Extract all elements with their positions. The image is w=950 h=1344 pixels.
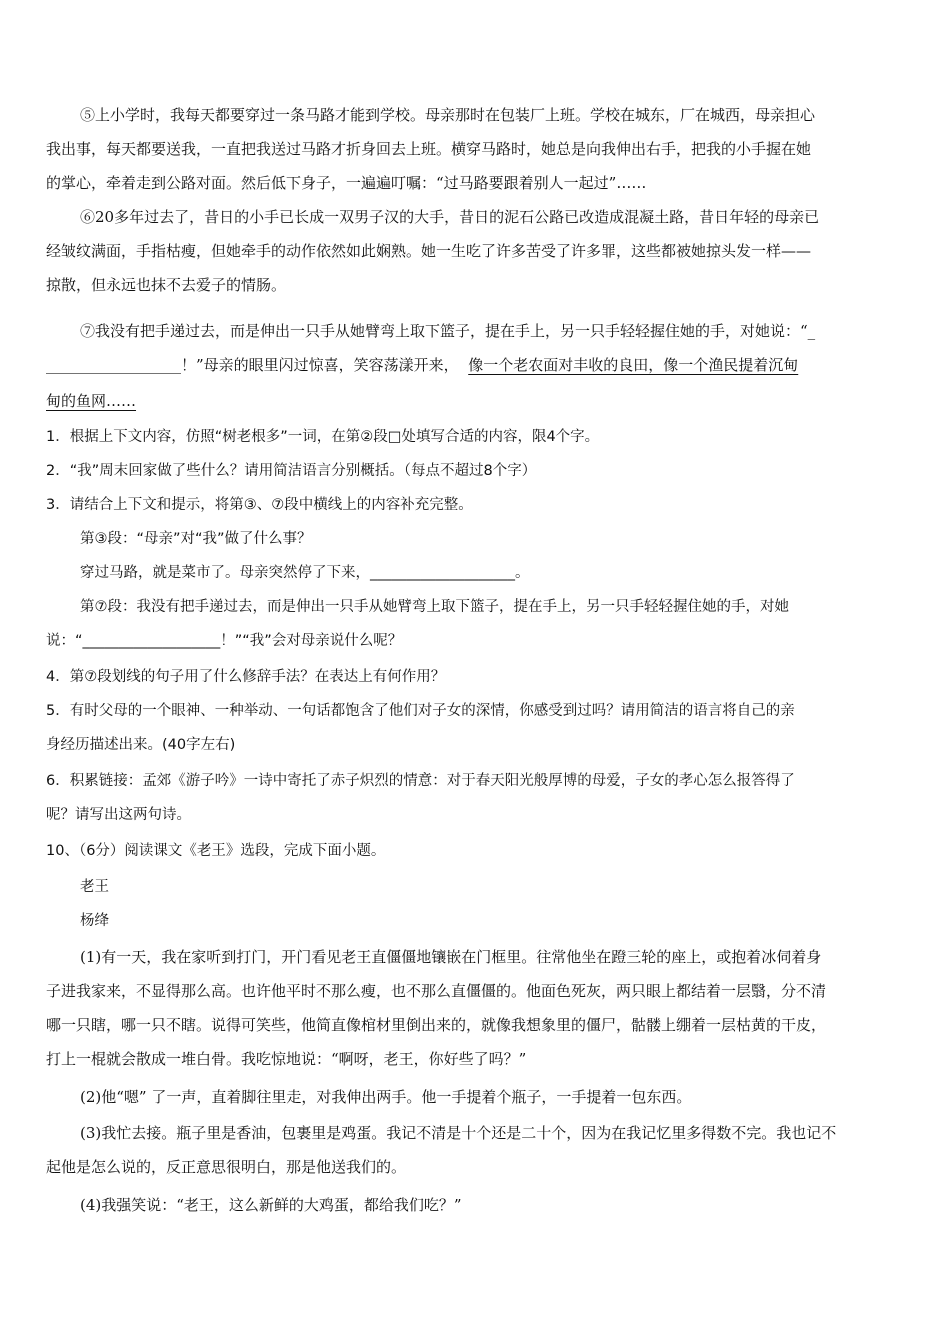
question-5-line-2: 身经历描述出来。(40字左右) — [46, 737, 236, 753]
passage-title: 老王 — [80, 879, 109, 895]
laowang-p1-line-4: 打上一棍就会散成一堆白骨。我吃惊地说：“啊呀，老王，你好些了吗？” — [46, 1050, 527, 1068]
q3-p3-end: 。 — [515, 565, 530, 581]
q3-part-p3-line — [80, 556, 530, 590]
q3-p7-start: 说：“ — [46, 633, 83, 649]
laowang-p1-line-3: 哪一只瞎，哪一只不瞎。说得可笑些，他简直像棺材里倒出来的，就像我想象里的僵尸，骷髅上绷着一层枯黄的干皮， — [46, 1016, 827, 1034]
q3-part-p7-line-1: 第⑦段：我没有把手递过去，而是伸出一只手从她臂弯上取下篮子，提在手上，另一只手轻轻握住她的手，对她 — [80, 599, 789, 615]
laowang-p1-line-1: (1)有一天，我在家听到打门，开门看见老王直僵僵地镶嵌在门框里。往常他坐在蹬三轮的座上，或抱着冰伺着身 — [80, 948, 822, 966]
passage-p6-line-1: ⑥20多年过去了，昔日的小手已长成一双男子汉的大手，昔日的泥石公路已改造成混凝土路，昔日年轻的母亲已 — [80, 208, 820, 226]
q3-p7-blank: ___________________ — [82, 633, 221, 649]
passage-p7-blank: __________________ — [46, 356, 181, 374]
passage-author: 杨绛 — [80, 913, 109, 929]
passage-p5-line-2: 我出事，每天都要送我，一直把我送过马路才折身回去上班。横穿马路时，她总是向我伸出右手，把我的小手握在她 — [46, 140, 812, 158]
q3-part-p7-line-2 — [46, 624, 402, 658]
laowang-p1-line-2: 子进我家来，不显得那么高。也许他平时不那么瘦，也不那么直僵僵的。他面色死灰，两只眼上都结着一层翳，分不清 — [46, 982, 827, 1000]
passage-p7-underlined-sentence: 像一个老农面对丰收的良田，像一个渔民提着沉甸 — [468, 356, 799, 374]
question-6-line-1: 6．积累链接：孟郊《游子吟》一诗中寄托了赤子炽烈的情意：对于春天阳光般厚博的母爱，子女的孝心怎么报答得了 — [46, 773, 795, 789]
q3-part-p3-label: 第③段：“母亲”对“我”做了什么事？ — [80, 531, 312, 547]
question-1: 1．根据上下文内容，仿照“树老根多”一词，在第②段□处填写合适的内容，限4个字。 — [46, 429, 600, 445]
laowang-p3-line-1: (3)我忙去接。瓶子里是香油，包裹里是鸡蛋。我记不清是十个还是二十个，因为在我记忆里多得数不完。我也记不 — [80, 1124, 837, 1142]
question-2: 2．“我”周末回家做了些什么？请用简洁语言分别概括。（每点不超过8个字） — [46, 463, 537, 479]
question-6-line-2: 呢？请写出这两句诗。 — [46, 807, 191, 823]
passage-p7-text: ！”母亲的眼里闪过惊喜，笑容荡漾开来， — [181, 356, 459, 374]
passage-p7-line-2 — [46, 348, 798, 382]
q3-p3-text: 穿过马路，就是菜市了。母亲突然停了下来， — [80, 565, 370, 581]
passage-p5-line-3: 的掌心，牵着走到公路对面。然后低下身子，一遍遍叮嘱：“过马路要跟着别人一起过”…… — [46, 174, 647, 192]
question-3: 3．请结合上下文和提示，将第③、⑦段中横线上的内容补充完整。 — [46, 497, 473, 513]
passage-p7-line-1: ⑦我没有把手递过去，而是伸出一只手从她臂弯上取下篮子，提在手上，另一只手轻轻握住她的手，对她说：“_ — [80, 322, 816, 340]
q3-p3-blank: ____________________ — [370, 565, 515, 581]
question-5-line-1: 5．有时父母的一个眼神、一种举动、一句话都饱含了他们对子女的深情，你感受到过吗？请用简洁的语言将自己的亲 — [46, 703, 795, 719]
passage-p6-line-2: 经皱纹满面，手指枯瘦，但她牵手的动作依然如此娴熟。她一生吃了许多苦受了许多罪，这些都被她掠头发一样—— — [46, 242, 812, 260]
passage-p6-line-3: 掠散，但永远也抹不去爱子的情肠。 — [46, 276, 287, 294]
question-4: 4．第⑦段划线的句子用了什么修辞手法？在表达上有何作用？ — [46, 669, 446, 685]
laowang-p3-line-2: 起他是怎么说的，反正意思很明白，那是他送我们的。 — [46, 1158, 407, 1176]
q3-p7-end: ！”“我”会对母亲说什么呢？ — [220, 633, 403, 649]
laowang-p2: (2)他“嗯” 了一声，直着脚往里走，对我伸出两手。他一手提着个瓶子，一手提着一包东西。 — [80, 1088, 692, 1106]
laowang-p4: (4)我强笑说：“老王，这么新鲜的大鸡蛋，都给我们吃？” — [80, 1196, 462, 1214]
section-10-heading: 10、（6分）阅读课文《老王》选段，完成下面小题。 — [46, 843, 386, 859]
passage-p7-line-3: 甸的鱼网…… — [46, 392, 137, 410]
passage-p5-line-1: ⑤上小学时，我每天都要穿过一条马路才能到学校。母亲那时在包装厂上班。学校在城东，厂在城西，母亲担心 — [80, 106, 816, 124]
